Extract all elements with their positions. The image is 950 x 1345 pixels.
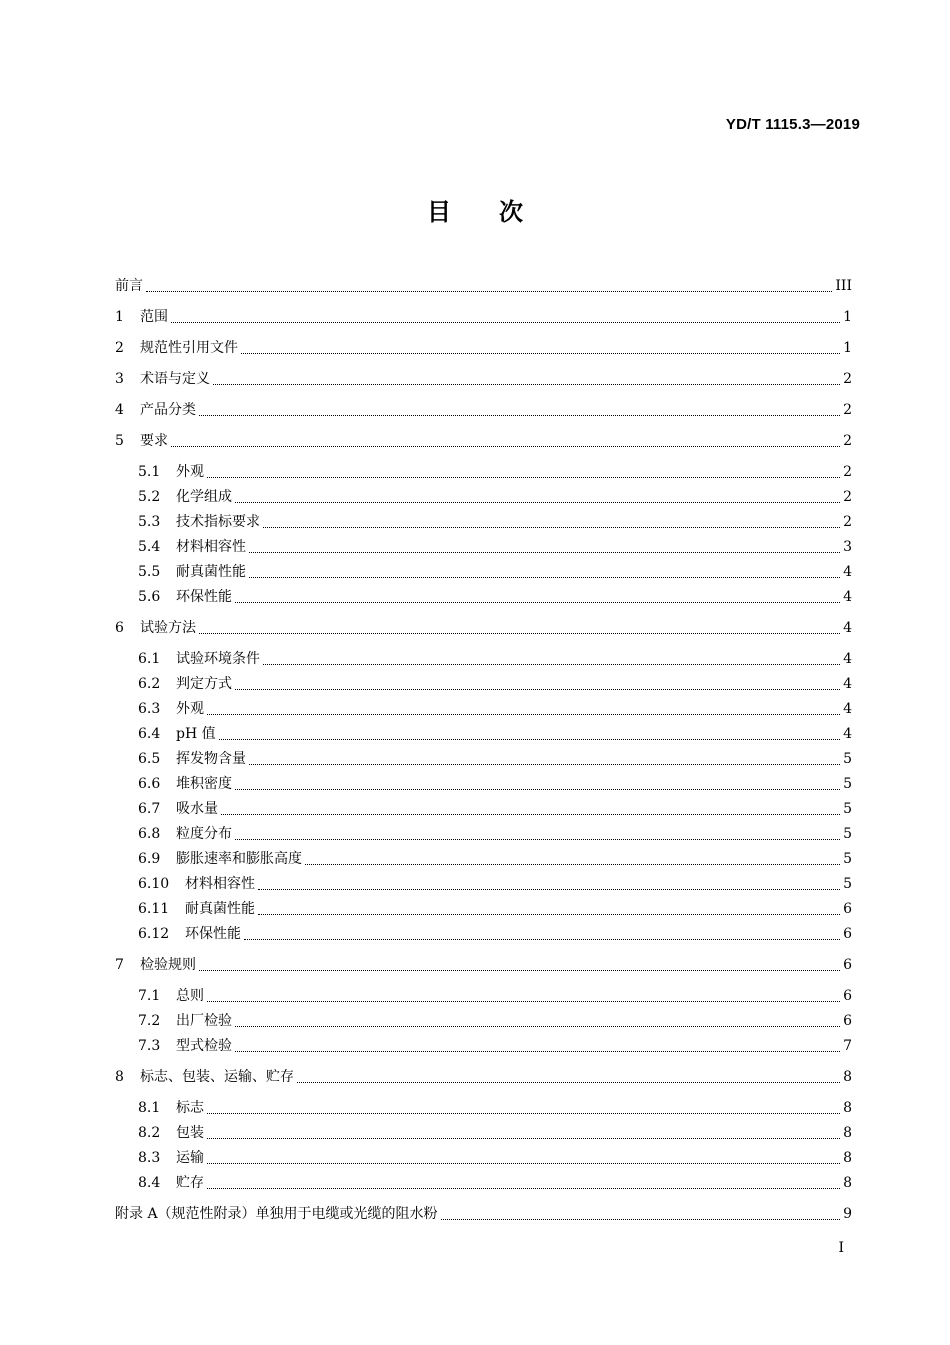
page-number: I [838,1240,844,1256]
toc-entry-page: 1 [843,309,852,325]
toc-entry-number: 8.4 [138,1175,161,1191]
toc-entry-number: 8.1 [138,1100,161,1116]
toc-entry-number: 6.10 [138,876,170,892]
toc-dot-leader [207,1187,840,1189]
toc-entry-label: 技术指标要求 [176,514,260,530]
toc-dot-leader [207,713,840,715]
toc-entry-number: 7.2 [138,1013,161,1029]
toc-dot-leader [263,663,840,665]
toc-dot-leader [207,1112,840,1114]
toc-entry-page: 4 [843,589,852,605]
toc-entry-number: 7.3 [138,1038,161,1054]
toc-entry[interactable] [115,394,852,419]
toc-entry-number: 6.2 [138,676,161,692]
toc-entry[interactable] [115,868,852,893]
toc-entry-label: 环保性能 [185,926,241,942]
toc-dot-leader [235,688,840,690]
toc-dot-leader [221,813,840,815]
toc-entry[interactable] [115,768,852,793]
toc-entry[interactable] [115,556,852,581]
toc-entry[interactable] [115,612,852,637]
toc-entry-page: 8 [843,1125,852,1141]
toc-entry-label: 贮存 [176,1175,204,1191]
toc-entry-number: 6 [115,620,124,636]
toc-entry-page: 2 [843,402,852,418]
toc-entry[interactable] [115,301,852,326]
toc-entry-number: 6.1 [138,651,161,667]
toc-entry-page: 2 [843,433,852,449]
toc-entry-label: 外观 [176,464,204,480]
toc-entry[interactable] [115,743,852,768]
toc-entry-page: 5 [843,876,852,892]
toc-entry-label: pH 值 [176,726,216,742]
toc-entry-label: 环保性能 [176,589,232,605]
toc-entry-label: 粒度分布 [176,826,232,842]
toc-entry-page: 4 [843,676,852,692]
toc-entry-page: 5 [843,776,852,792]
toc-dot-leader [199,632,840,634]
toc-entry-number: 5.2 [138,489,161,505]
toc-entry-number: 6.12 [138,926,170,942]
toc-entry-page: 3 [843,539,852,555]
toc-entry[interactable] [115,893,852,918]
toc-entry-number: 5.4 [138,539,161,555]
toc-entry-number: 1 [115,309,124,325]
toc-dot-leader [249,551,840,553]
toc-entry-label: 术语与定义 [140,371,210,387]
toc-entry-label: 运输 [176,1150,204,1166]
toc-entry-label: 材料相容性 [185,876,255,892]
toc-entry[interactable] [115,1167,852,1192]
toc-entry-number: 7 [115,957,124,973]
toc-entry[interactable] [115,456,852,481]
toc-dot-leader [171,321,840,323]
toc-entry-label: 总则 [176,988,204,1004]
toc-entry-number: 4 [115,402,124,418]
toc-entry-number: 6.3 [138,701,161,717]
toc-entry-page: 6 [843,988,852,1004]
toc-entry-number: 2 [115,340,124,356]
toc-entry[interactable] [115,1005,852,1030]
toc-dot-leader [207,476,840,478]
toc-entry-page: 4 [843,726,852,742]
toc-dot-leader [244,938,840,940]
toc-dot-leader [235,501,840,503]
toc-entry-label: 耐真菌性能 [176,564,246,580]
toc-entry-page: 4 [843,651,852,667]
toc-entry-number: 6.7 [138,801,161,817]
toc-entry-number: 5 [115,433,124,449]
toc-entry-label: 堆积密度 [176,776,232,792]
toc-entry-number: 5.3 [138,514,161,530]
toc-entry-label: 标志、包装、运输、贮存 [140,1069,294,1085]
toc-entry-number: 8.3 [138,1150,161,1166]
toc-entry-page: 8 [843,1175,852,1191]
toc-dot-leader [207,1000,840,1002]
toc-entry[interactable] [115,425,852,450]
toc-dot-leader [219,738,840,740]
toc-entry[interactable] [115,506,852,531]
toc-entry-label: 规范性引用文件 [140,340,238,356]
toc-entry-label: 外观 [176,701,204,717]
toc-dot-leader [235,601,840,603]
toc-entry-number: 3 [115,371,124,387]
toc-entry[interactable] [115,818,852,843]
toc-entry-page: 2 [843,371,852,387]
toc-entry-page: 1 [843,340,852,356]
toc-dot-leader [258,888,840,890]
toc-entry-label: 包装 [176,1125,204,1141]
toc-entry[interactable] [115,1061,852,1086]
toc-entry[interactable] [115,980,852,1005]
toc-entry-label: 检验规则 [140,957,196,973]
toc-entry-page: 6 [843,901,852,917]
toc-entry-page: 4 [843,620,852,636]
toc-entry[interactable] [115,1142,852,1167]
toc-entry-label: 产品分类 [140,402,196,418]
toc-entry-label: 试验环境条件 [176,651,260,667]
toc-dot-leader [249,576,840,578]
toc-entry-label: 型式检验 [176,1038,232,1054]
toc-entry-number: 8.2 [138,1125,161,1141]
toc-entry-page: 5 [843,826,852,842]
toc-dot-leader [241,352,840,354]
toc-dot-leader [171,445,840,447]
toc-entry[interactable] [115,643,852,668]
toc-entry-label: 范围 [140,309,168,325]
toc-dot-leader [199,414,840,416]
toc-entry[interactable] [115,793,852,818]
toc-entry-label: 判定方式 [176,676,232,692]
toc-entry-page: 2 [843,464,852,480]
toc-entry[interactable] [115,668,852,693]
toc-entry-page: 4 [843,701,852,717]
toc-entry[interactable] [115,843,852,868]
toc-entry-number: 6.5 [138,751,161,767]
toc-entry[interactable] [115,1117,852,1142]
toc-entry[interactable] [115,363,852,388]
toc-dot-leader [235,838,840,840]
toc-entry-number: 5.1 [138,464,161,480]
toc-dot-leader [305,863,840,865]
toc-dot-leader [207,1137,840,1139]
toc-entry-page: 5 [843,851,852,867]
toc-entry-label: 材料相容性 [176,539,246,555]
toc-dot-leader [249,763,840,765]
toc-entry-number: 6.6 [138,776,161,792]
toc-entry[interactable] [115,1092,852,1117]
toc-entry-number: 5.5 [138,564,161,580]
toc-entry-page: 4 [843,564,852,580]
toc-dot-leader [199,969,840,971]
toc-entry-number: 8 [115,1069,124,1085]
toc-entry-page: 7 [843,1038,852,1054]
toc-entry[interactable] [115,531,852,556]
toc-entry-page: 9 [843,1206,852,1222]
toc-entry-number: 7.1 [138,988,161,1004]
toc-entry-label: 挥发物含量 [176,751,246,767]
toc-entry-page: 6 [843,1013,852,1029]
toc-entry[interactable] [115,949,852,974]
toc-entry[interactable] [115,581,852,606]
toc-dot-leader [235,1050,840,1052]
toc-entry-label: 出厂检验 [176,1013,232,1029]
toc-entry[interactable] [115,693,852,718]
toc-entry-label: 试验方法 [140,620,196,636]
toc-entry-label: 化学组成 [176,489,232,505]
toc-entry-page: 6 [843,926,852,942]
toc-entry-label: 要求 [140,433,168,449]
toc-entry[interactable] [115,1030,852,1055]
toc-dot-leader [258,913,840,915]
toc-entry-page: III [835,278,852,294]
toc-entry-page: 6 [843,957,852,973]
toc-entry-page: 2 [843,489,852,505]
toc-entry-page: 8 [843,1100,852,1116]
toc-entry-page: 2 [843,514,852,530]
toc-entry-label: 前言 [115,278,143,294]
toc-entry-page: 8 [843,1150,852,1166]
toc-dot-leader [235,1025,840,1027]
toc-entry[interactable] [115,332,852,357]
toc-entry-number: 6.9 [138,851,161,867]
toc-dot-leader [263,526,840,528]
toc-entry-number: 6.4 [138,726,161,742]
toc-entry-label: 标志 [176,1100,204,1116]
toc-entry-page: 5 [843,801,852,817]
toc-entry-page: 5 [843,751,852,767]
toc-entry[interactable] [115,1198,852,1223]
toc-dot-leader [235,788,840,790]
toc-entry[interactable] [115,481,852,506]
toc-title: 目次 [427,198,571,226]
toc-entry-page: 8 [843,1069,852,1085]
table-of-contents [115,270,852,1223]
toc-entry-label: 耐真菌性能 [185,901,255,917]
toc-entry[interactable] [115,718,852,743]
toc-dot-leader [297,1081,840,1083]
toc-entry-number: 6.8 [138,826,161,842]
toc-dot-leader [441,1218,841,1220]
toc-dot-leader [207,1162,840,1164]
toc-entry-label: 膨胀速率和膨胀高度 [176,851,302,867]
toc-entry[interactable] [115,270,852,295]
toc-dot-leader [146,290,832,292]
toc-entry-number: 5.6 [138,589,161,605]
toc-entry-label: 附录 A（规范性附录）单独用于电缆或光缆的阻水粉 [115,1206,438,1222]
toc-entry[interactable] [115,918,852,943]
toc-entry-number: 6.11 [138,901,170,917]
toc-entry-label: 吸水量 [176,801,218,817]
document-code: YD/T 1115.3—2019 [725,116,860,133]
toc-dot-leader [213,383,840,385]
